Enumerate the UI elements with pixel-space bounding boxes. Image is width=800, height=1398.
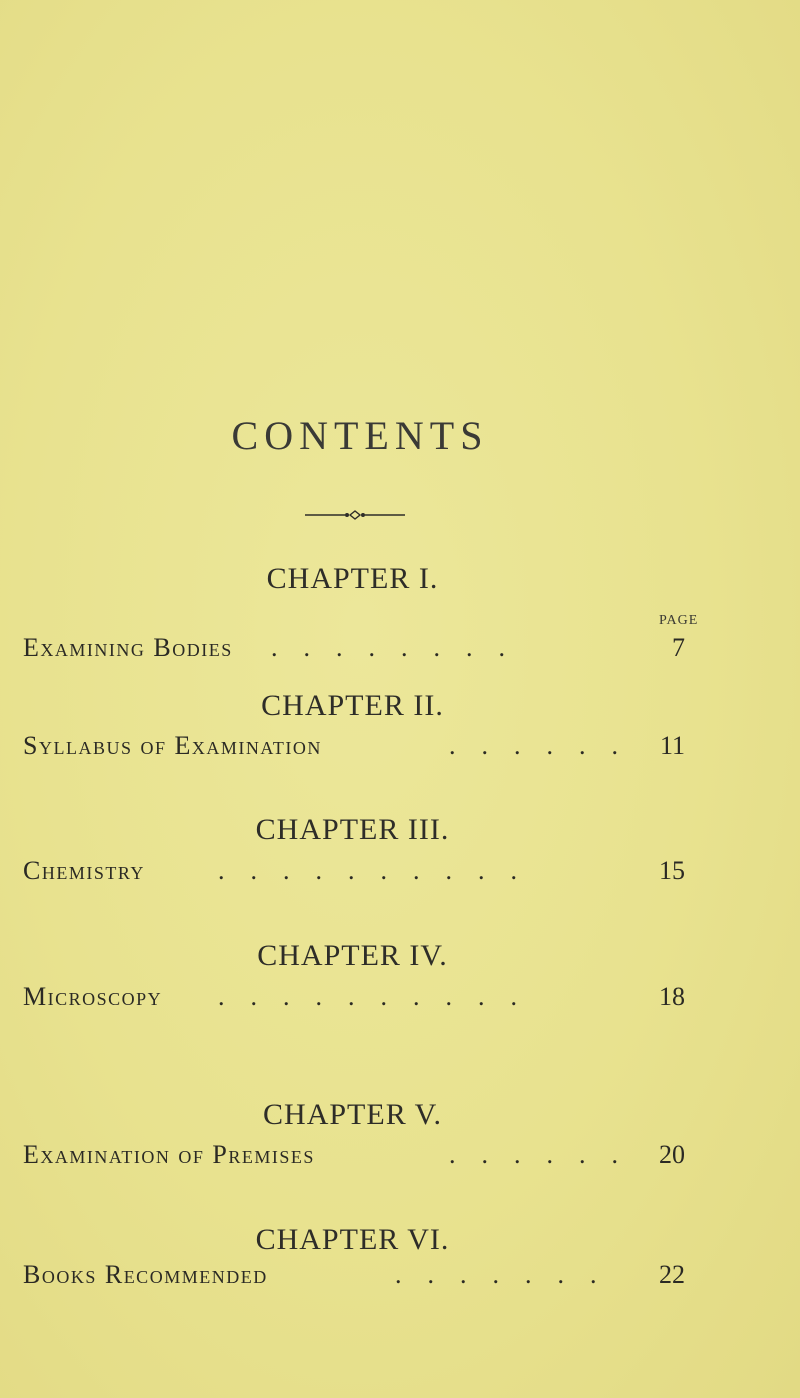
toc-entry[interactable]	[23, 856, 685, 890]
leader-dots: . . . . . .	[449, 1140, 618, 1169]
page-title: CONTENTS	[231, 413, 489, 458]
chapter-heading: CHAPTER II.	[261, 689, 444, 722]
chapter-heading: CHAPTER VI.	[255, 1223, 450, 1256]
toc-entry-page: 22	[659, 1260, 685, 1289]
toc-entry-title: Microscopy	[23, 982, 163, 1011]
toc-entry-title: Chemistry	[23, 856, 145, 885]
leader-dots: . . . . . . .	[395, 1260, 597, 1289]
toc-entry[interactable]	[23, 731, 685, 765]
toc-entry-page: 11	[659, 731, 685, 760]
chapter-heading: CHAPTER III.	[255, 813, 450, 846]
toc-entry-title: Examination of Premises	[23, 1140, 315, 1169]
leader-dots: . . . . . . . . . .	[218, 982, 517, 1011]
toc-entry-page: 7	[672, 633, 685, 662]
page-column-label: PAGE	[659, 613, 699, 628]
toc-entry-title: Syllabus of Examination	[23, 731, 322, 760]
toc-entry-page: 15	[659, 856, 685, 885]
ornament-divider-icon	[305, 508, 405, 522]
toc-entry-page: 18	[659, 982, 685, 1011]
chapter-heading: CHAPTER I.	[266, 562, 439, 595]
toc-entry[interactable]	[23, 1260, 685, 1294]
toc-entry-title: Books Recommended	[23, 1260, 268, 1289]
chapter-heading: CHAPTER IV.	[257, 939, 448, 972]
leader-dots: . . . . . .	[449, 731, 618, 760]
toc-entry-page: 20	[659, 1140, 685, 1169]
leader-dots: . . . . . . . .	[271, 633, 505, 662]
toc-entry[interactable]	[23, 982, 685, 1016]
chapter-heading: CHAPTER V.	[263, 1098, 442, 1131]
leader-dots: . . . . . . . . . .	[218, 856, 517, 885]
toc-entry-title: Examining Bodies	[23, 633, 233, 662]
toc-entry[interactable]	[23, 1140, 685, 1174]
toc-entry[interactable]	[23, 633, 685, 667]
